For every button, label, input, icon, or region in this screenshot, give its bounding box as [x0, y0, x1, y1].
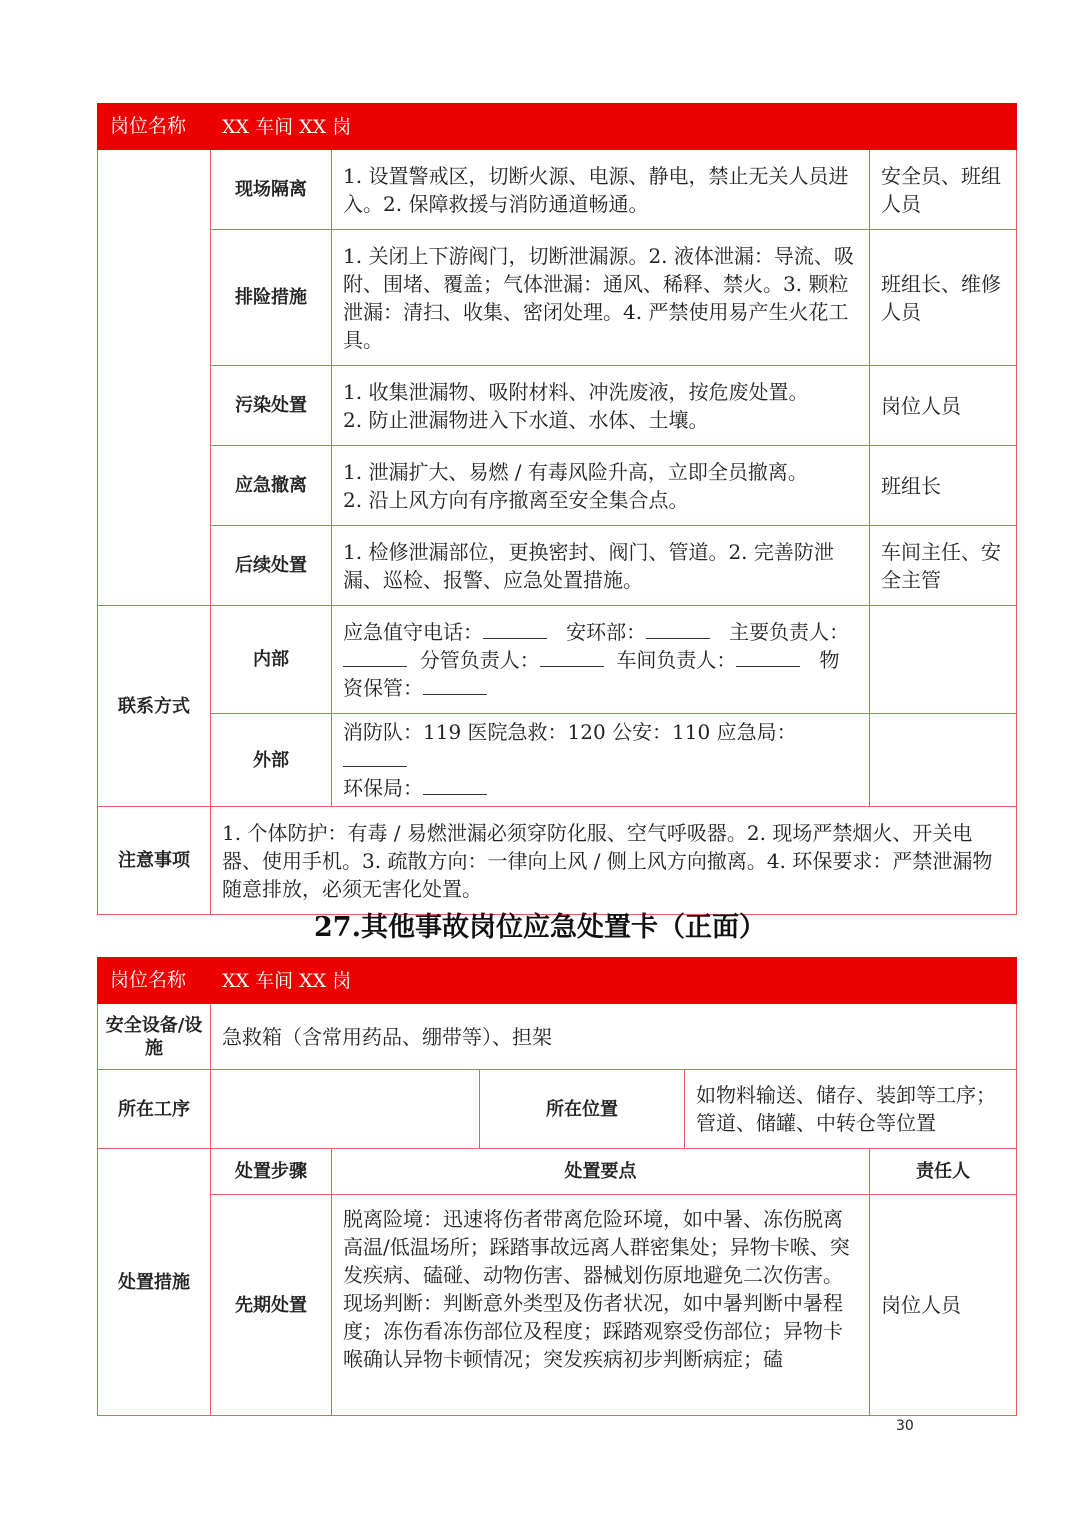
contact-field: 车间负责人：: [616, 647, 737, 672]
blank-line: [423, 776, 487, 795]
content-line: 1. 收集泄漏物、吸附材料、冲洗废液，按危废处置。: [343, 379, 809, 404]
emergency-card-1: [97, 103, 1017, 915]
post-name-label: 岗位名称: [98, 104, 211, 150]
step-name: 污染处置: [211, 366, 332, 446]
equipment-value: 急救箱（含常用药品、绷带等）、担架: [211, 1004, 1017, 1070]
contact-field: 物资保管：: [343, 647, 840, 700]
content-line: 2. 防止泄漏物进入下水道、水体、土壤。: [343, 407, 709, 432]
section-title: 27.其他事故岗位应急处置卡（正面）: [314, 912, 766, 943]
blank-line: [343, 648, 407, 667]
contact-internal-content: [332, 606, 870, 714]
blank-line: [540, 648, 604, 667]
contact-internal-owner: [870, 606, 1017, 714]
page-number: 30: [896, 1418, 914, 1434]
blank-line: [736, 648, 800, 667]
external-phones: 消防队：119 医院急救：120 公安：110 应急局：: [343, 720, 797, 744]
contact-internal-row: [98, 606, 1017, 714]
contact-external-content: [332, 714, 870, 807]
post-name-value: XX 车间 XX 岗: [211, 958, 1017, 1004]
step-name: 排险措施: [211, 230, 332, 366]
contact-field: 分管负责人：: [419, 647, 540, 672]
step-name: 先期处置: [211, 1195, 332, 1416]
step-content: [332, 446, 870, 526]
contact-field: 应急值守电话：: [343, 619, 483, 644]
step-name: 应急撤离: [211, 446, 332, 526]
location-label: 所在位置: [480, 1070, 685, 1149]
contact-internal-label: 内部: [211, 606, 332, 714]
step-row: [98, 366, 1017, 446]
first-step-row: [98, 1195, 1017, 1416]
equipment-label: 安全设备/设施: [98, 1004, 211, 1070]
emergency-card-2: [97, 957, 1017, 1416]
notes-content: 1. 个体防护：有毒 / 易燃泄漏必须穿防化服、空气呼吸器。2. 现场严禁烟火、开关电器、使用手机。3. 疏散方向：一律向上风 / 侧上风方向撤离。4. 环保要求：严禁泄漏物随意排放，必须无害化处置。: [211, 807, 1017, 915]
contact-external-label: 外部: [211, 714, 332, 807]
content-para: 脱离险境：迅速将伤者带离危险环境，如中暑、冻伤脱离高温/低温场所；踩踏事故远离人群密集处；异物卡喉、突发疾病、磕碰、动物伤害、器械划伤原地避免二次伤害。: [343, 1207, 850, 1287]
step-row: [98, 230, 1017, 366]
col-step-header: 处置步骤: [211, 1149, 332, 1195]
post-name-value: XX 车间 XX 岗: [211, 104, 1017, 150]
blank-line: [343, 748, 407, 767]
content-line: 1. 泄漏扩大、易燃 / 有毒风险升高，立即全员撤离。: [343, 459, 808, 484]
step-content: 1. 关闭上下游阀门，切断泄漏源。2. 液体泄漏：导流、吸附、围堵、覆盖；气体泄漏：通风、稀释、禁火。3. 颗粒泄漏：清扫、收集、密闭处理。4. 严禁使用易产生火花工具。: [332, 230, 870, 366]
blank-line: [646, 620, 710, 639]
process-row: [98, 1070, 1017, 1149]
card1-header-row: [98, 104, 1017, 150]
notes-row: [98, 807, 1017, 915]
equipment-row: [98, 1004, 1017, 1070]
step-content: 1. 检修泄漏部位，更换密封、阀门、管道。2. 完善防泄漏、巡检、报警、应急处置措施。: [332, 526, 870, 606]
step-row: [98, 526, 1017, 606]
step-owner: 安全员、班组人员: [870, 150, 1017, 230]
contact-external-row: [98, 714, 1017, 807]
step-row: [98, 150, 1017, 230]
step-name: 后续处置: [211, 526, 332, 606]
card2-header-row: [98, 958, 1017, 1004]
content-line: 2. 沿上风方向有序撤离至安全集合点。: [343, 487, 689, 512]
step-owner: 岗位人员: [870, 1195, 1017, 1416]
contact-field: 主要负责人：: [729, 619, 850, 644]
step-name: 现场隔离: [211, 150, 332, 230]
step-owner: 班组长、维修人员: [870, 230, 1017, 366]
contact-external-owner: [870, 714, 1017, 807]
location-value: 如物料输送、储存、装卸等工序；管道、储罐、中转仓等位置: [685, 1070, 1017, 1149]
measures-label: 处置措施: [98, 1149, 211, 1416]
measures-header-row: [98, 1149, 1017, 1195]
step-owner: 车间主任、安全主管: [870, 526, 1017, 606]
contact-label: 联系方式: [98, 606, 211, 807]
blank-line: [423, 676, 487, 695]
col-owner-header: 责任人: [870, 1149, 1017, 1195]
content-para: 现场判断：判断意外类型及伤者状况，如中暑判断中暑程度；冻伤看冻伤部位及程度；踩踏观察受伤部位；异物卡喉确认异物卡顿情况；突发疾病初步判断病症；磕: [343, 1291, 843, 1371]
step-row: [98, 446, 1017, 526]
post-name-label: 岗位名称: [98, 958, 211, 1004]
step-content: 1. 设置警戒区，切断火源、电源、静电，禁止无关人员进入。2. 保障救援与消防通道畅通。: [332, 150, 870, 230]
measures-label-cell: [98, 150, 211, 606]
external-env: 环保局：: [343, 776, 423, 800]
notes-label: 注意事项: [98, 807, 211, 915]
process-label: 所在工序: [98, 1070, 211, 1149]
blank-line: [483, 620, 547, 639]
col-points-header: 处置要点: [332, 1149, 870, 1195]
step-owner: 班组长: [870, 446, 1017, 526]
process-value: [211, 1070, 480, 1149]
step-content: [332, 366, 870, 446]
step-owner: 岗位人员: [870, 366, 1017, 446]
contact-field: 安环部：: [566, 619, 647, 644]
step-content: [332, 1195, 870, 1416]
